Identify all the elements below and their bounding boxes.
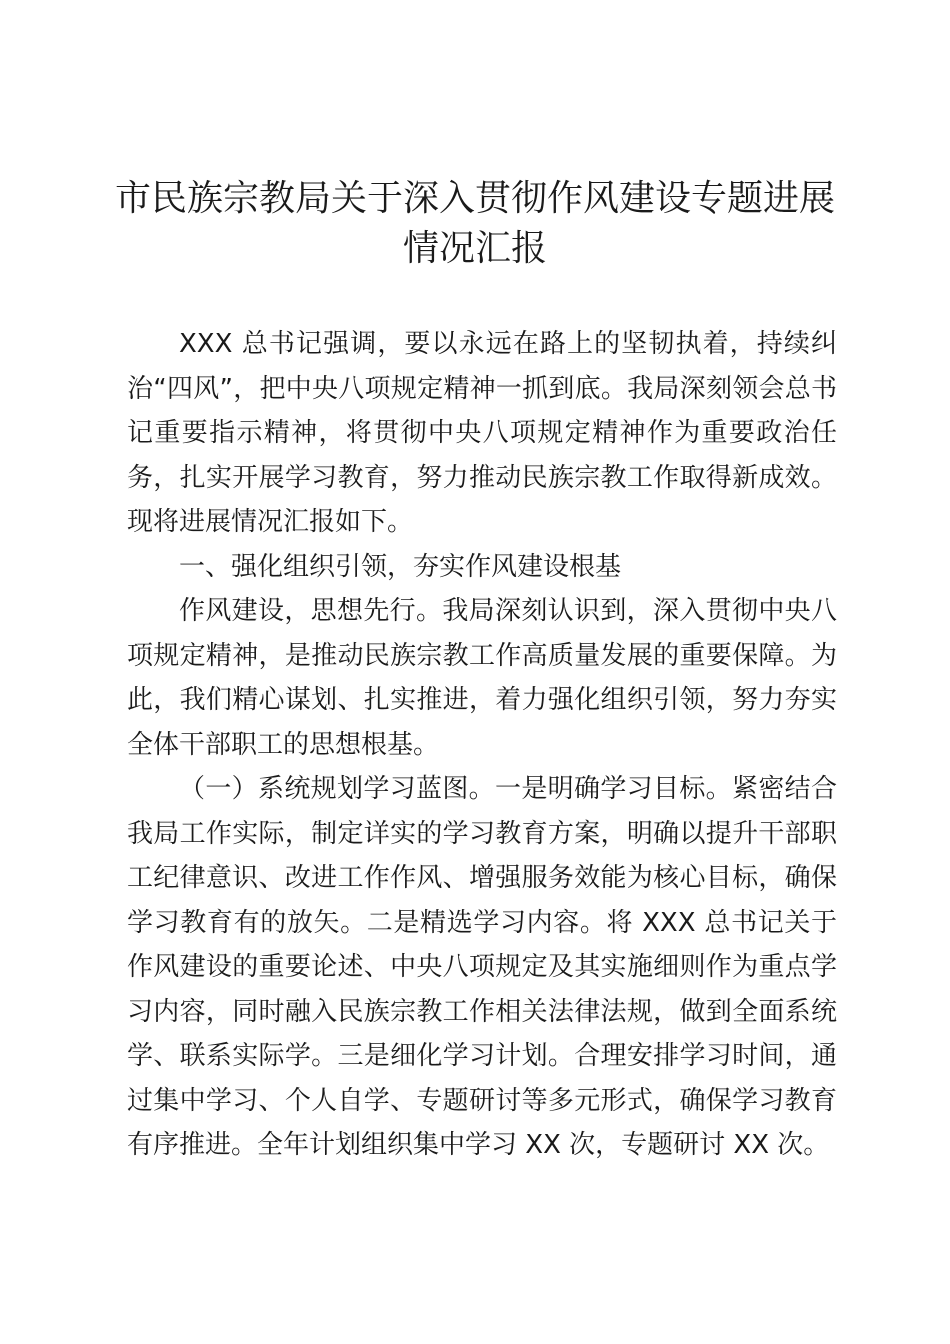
document-title-line-2: 情况汇报 xyxy=(402,228,547,269)
document-body xyxy=(127,322,837,1168)
section-heading-1: 一、强化组织引领，夯实作风建设根基 xyxy=(179,551,622,582)
subsection-1-paragraph: （一）系统规划学习蓝图。一是明确学习目标。紧密结合我局工作实际，制定详实的学习教育方案，明确以提升干部职工纪律意识、改进工作作风、增强服务效能为核心目标，确保学习教育有的放矢。二是精选学习内容。将 XXX 总书记关于作风建设的重要论述、中央八项规定及其实施细则作为重点学习内容，同时融入民族宗教工作相关法律法规，做到全面系统学、联系实际学。三是细化学习计划。合理安排学习时间，通过集中学习、个人自学、专题研讨等多元形式，确保学习教育有序推进。全年计划组织集中学习 XX 次，专题研讨 XX 次。 xyxy=(127,774,837,1160)
document-title-line-1: 市民族宗教局关于深入贯彻作风建设专题进展 xyxy=(114,178,835,219)
section-1-paragraph: 作风建设，思想先行。我局深刻认识到，深入贯彻中央八项规定精神，是推动民族宗教工作高质量发展的重要保障。为此，我们精心谋划、扎实推进，着力强化组织引领，努力夯实全体干部职工的思想根基。 xyxy=(127,596,837,760)
intro-paragraph: XXX 总书记强调，要以永远在路上的坚韧执着，持续纠治“四风”，把中央八项规定精神一抓到底。我局深刻领会总书记重要指示精神，将贯彻中央八项规定精神作为重要政治任务，扎实开展学习教育，努力推动民族宗教工作取得新成效。现将进展情况汇报如下。 xyxy=(127,329,837,537)
